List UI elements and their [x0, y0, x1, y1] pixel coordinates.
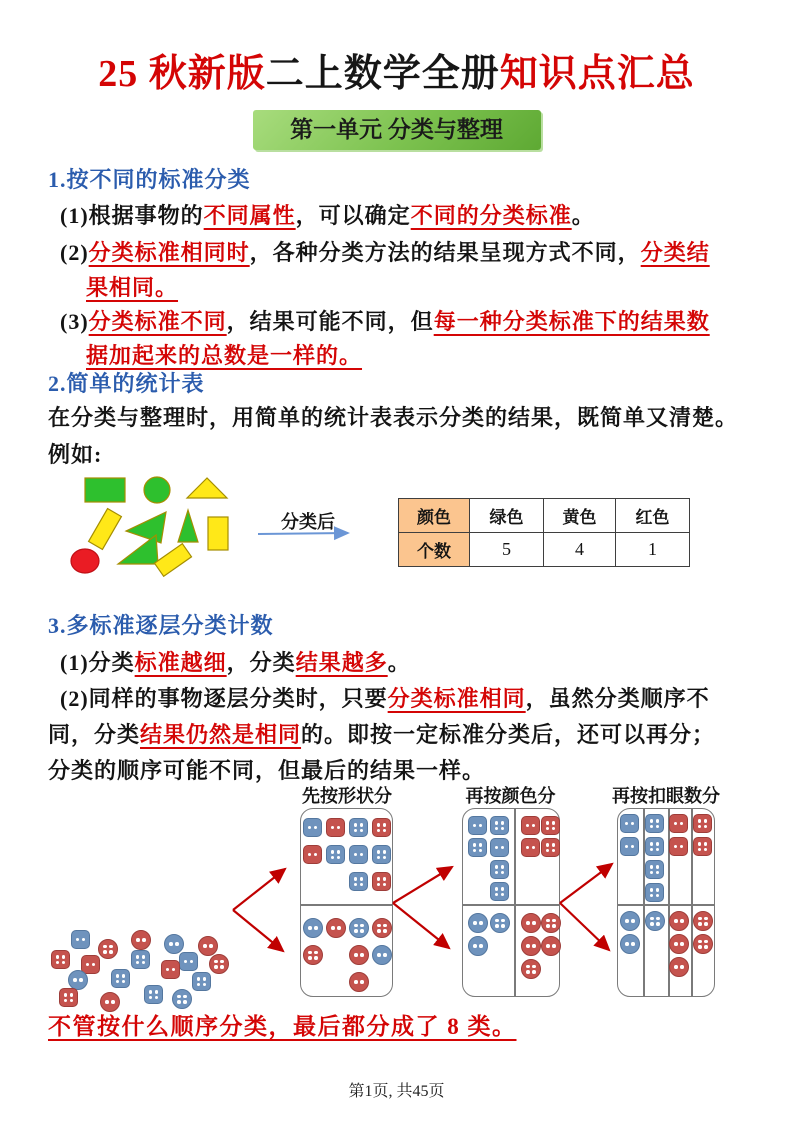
blue-square-button-2holes — [490, 838, 509, 857]
red-round-button-4holes — [693, 911, 713, 931]
text-segment: 不同的分类标准 — [410, 203, 572, 228]
box-divider — [618, 904, 714, 906]
blue-square-button-4holes — [645, 860, 664, 879]
text-line-3-1 — [60, 646, 411, 677]
text-segment: 。 — [387, 650, 411, 675]
table-cell-green: 绿色 — [470, 499, 544, 533]
table-cell-red-count: 1 — [616, 533, 690, 567]
blue-square-button-4holes — [490, 816, 509, 835]
blue-square-button-4holes — [645, 883, 664, 902]
blue-round-button-2holes — [372, 945, 392, 965]
sort-box-by-holes — [617, 808, 715, 997]
red-round-button-2holes — [669, 934, 689, 954]
text-segment: 结果越多 — [295, 650, 388, 675]
yellow-triangle — [187, 478, 227, 498]
label-sort-by-color: 再按颜色分 — [465, 786, 556, 806]
table-cell-yellow: 黄色 — [544, 499, 616, 533]
text-line-1-1 — [60, 199, 595, 230]
blue-round-button-2holes — [164, 934, 184, 954]
text-segment: ，结果可能不同，但 — [226, 309, 434, 334]
red-square-button-2holes — [521, 816, 540, 835]
text-segment: 25 秋新版 — [98, 53, 266, 95]
red-square-button-2holes — [303, 845, 322, 864]
blue-square-button-4holes — [490, 860, 509, 879]
green-right-triangle — [118, 535, 158, 564]
text-segment: 标准越细 — [134, 650, 227, 675]
text-segment: 在分类与整理时，用简单的统计表表示分类的结果，既简单又清楚。 — [48, 405, 739, 430]
green-small-triangle — [178, 510, 198, 542]
label-sort-by-holes: 再按扣眼数分 — [612, 786, 720, 806]
text-segment: ，各种分类方法的结果呈现方式不同， — [249, 240, 641, 265]
text-segment: 分类的顺序可能不同，但最后的结果一样。 — [48, 758, 486, 783]
yellow-tilted-rectangle — [89, 509, 122, 550]
blue-square-button-4holes — [131, 950, 150, 969]
red-square-button-2holes — [161, 960, 180, 979]
text-segment: 每一种分类标准下的结果数 — [433, 309, 710, 334]
table-cell-count-header: 个数 — [399, 533, 470, 567]
table-cell-color-header: 颜色 — [399, 499, 470, 533]
text-line-3-2a — [60, 682, 710, 713]
red-square-button-4holes — [541, 816, 560, 835]
label-sort-by-shape: 先按形状分 — [302, 786, 392, 806]
text-segment: 同，分类 — [48, 722, 141, 747]
red-round-button-2holes — [349, 945, 369, 965]
text-segment: ，虽然分类顺序不 — [525, 686, 710, 711]
yellow-rectangle — [208, 517, 228, 550]
box-divider — [463, 904, 559, 906]
text-segment: ，分类 — [226, 650, 296, 675]
section-1-heading — [48, 163, 251, 194]
blue-square-button-4holes — [144, 985, 163, 1004]
blue-round-button-4holes — [349, 918, 369, 938]
text-segment: 二上数学全册 — [265, 53, 500, 95]
red-ellipse — [71, 549, 99, 573]
text-segment: 例如: — [48, 442, 103, 467]
red-square-button-4holes — [59, 988, 78, 1007]
text-line-1-3b — [86, 339, 362, 370]
blue-square-button-4holes — [192, 972, 211, 991]
red-square-button-4holes — [693, 814, 712, 833]
blue-square-button-2holes — [71, 930, 90, 949]
red-square-button-4holes — [372, 872, 391, 891]
section-2-heading — [48, 367, 205, 398]
text-segment: 分类标准不同 — [88, 309, 227, 334]
text-segment: 分类结 — [640, 240, 710, 265]
red-round-button-2holes — [521, 913, 541, 933]
text-segment: 的。即按一定标准分类后，还可以再分； — [301, 722, 716, 747]
blue-round-button-2holes — [303, 918, 323, 938]
blue-square-button-2holes — [349, 845, 368, 864]
red-round-button-4holes — [98, 939, 118, 959]
table-cell-red: 红色 — [616, 499, 690, 533]
text-segment: 分类标准相同 — [387, 686, 526, 711]
text-segment: (2) — [60, 240, 89, 265]
box-divider — [691, 809, 693, 996]
text-segment: 果相同。 — [86, 275, 179, 300]
stats-table — [398, 498, 690, 567]
text-segment: 结果仍然是相同 — [140, 722, 302, 747]
text-line-3-2c — [48, 754, 485, 785]
text-segment: 分类标准相同时 — [88, 240, 250, 265]
blue-square-button-2holes — [303, 818, 322, 837]
blue-round-button-4holes — [490, 913, 510, 933]
text-line-2-2 — [48, 438, 102, 469]
red-round-button-4holes — [693, 934, 713, 954]
red-square-button-4holes — [51, 950, 70, 969]
red-round-button-2holes — [541, 936, 561, 956]
unit-banner: 第一单元 分类与整理 — [253, 110, 541, 150]
blue-square-button-4holes — [645, 837, 664, 856]
green-left-triangle — [126, 512, 166, 543]
blue-round-button-2holes — [620, 934, 640, 954]
blue-round-button-4holes — [172, 989, 192, 1009]
text-segment: ，可以确定 — [295, 203, 411, 228]
box-divider — [301, 904, 392, 906]
text-line-3-2b — [48, 718, 715, 749]
green-rectangle — [85, 478, 125, 502]
red-round-button-2holes — [521, 936, 541, 956]
blue-square-button-4holes — [372, 845, 391, 864]
red-round-button-2holes — [669, 911, 689, 931]
text-segment: 1.按不同的标准分类 — [48, 167, 251, 192]
red-square-button-4holes — [372, 818, 391, 837]
text-segment: 2.简单的统计表 — [48, 371, 205, 396]
section-3-heading — [48, 609, 274, 640]
red-square-button-4holes — [541, 838, 560, 857]
red-round-button-2holes — [198, 936, 218, 956]
red-square-button-2holes — [326, 818, 345, 837]
conclusion-line — [48, 1008, 517, 1041]
red-round-button-2holes — [669, 957, 689, 977]
blue-square-button-2holes — [179, 952, 198, 971]
blue-square-button-2holes — [620, 837, 639, 856]
buttons-figure — [40, 782, 753, 1010]
text-line-1-3a — [60, 305, 710, 336]
button-scatter — [40, 842, 260, 972]
text-segment: (2)同样的事物逐层分类时，只要 — [60, 686, 388, 711]
blue-square-button-4holes — [326, 845, 345, 864]
blue-square-button-4holes — [645, 814, 664, 833]
red-round-button-4holes — [209, 954, 229, 974]
red-square-button-2holes — [669, 837, 688, 856]
red-round-button-2holes — [326, 918, 346, 938]
sort-box-by-shape — [300, 808, 393, 997]
blue-square-button-4holes — [349, 872, 368, 891]
blue-square-button-2holes — [620, 814, 639, 833]
text-segment: 不管按什么顺序分类，最后都分成了 8 类。 — [48, 1014, 517, 1039]
box-divider — [643, 809, 645, 996]
blue-round-button-2holes — [68, 970, 88, 990]
text-line-1-2b — [86, 271, 178, 302]
red-round-button-4holes — [521, 959, 541, 979]
blue-round-button-2holes — [620, 911, 640, 931]
red-square-button-4holes — [693, 837, 712, 856]
text-segment: 据加起来的总数是一样的。 — [86, 343, 363, 368]
table-row — [399, 533, 690, 567]
blue-round-button-2holes — [468, 913, 488, 933]
yellow-tilted-rectangle-2 — [154, 544, 191, 577]
text-segment: 3.多标准逐层分类计数 — [48, 613, 274, 638]
text-line-2-1 — [48, 401, 738, 432]
red-round-button-4holes — [372, 918, 392, 938]
red-round-button-4holes — [541, 913, 561, 933]
text-segment: 。 — [571, 203, 595, 228]
classify-arrow-label: 分类后 — [281, 512, 335, 532]
blue-round-button-4holes — [645, 911, 665, 931]
blue-square-button-4holes — [468, 838, 487, 857]
text-line-1-2a — [60, 236, 710, 267]
red-round-button-4holes — [303, 945, 323, 965]
blue-square-button-4holes — [111, 969, 130, 988]
sort-box-by-color — [462, 808, 560, 997]
text-segment: (3) — [60, 309, 89, 334]
green-circle — [144, 477, 170, 503]
red-round-button-2holes — [131, 930, 151, 950]
red-square-button-2holes — [521, 838, 540, 857]
table-cell-green-count: 5 — [470, 533, 544, 567]
text-segment: 不同属性 — [203, 203, 296, 228]
red-round-button-2holes — [349, 972, 369, 992]
blue-square-button-4holes — [490, 882, 509, 901]
box-divider — [514, 809, 516, 996]
red-square-button-2holes — [669, 814, 688, 833]
page-footer: 第1页, 共45页 — [348, 1083, 445, 1100]
table-cell-yellow-count: 4 — [544, 533, 616, 567]
text-segment: (1)分类 — [60, 650, 135, 675]
table-row — [399, 499, 690, 533]
text-segment: 知识点汇总 — [499, 53, 695, 95]
blue-round-button-2holes — [468, 936, 488, 956]
blue-square-button-2holes — [468, 816, 487, 835]
page-title — [0, 42, 793, 97]
blue-square-button-4holes — [349, 818, 368, 837]
text-segment: (1)根据事物的 — [60, 203, 204, 228]
